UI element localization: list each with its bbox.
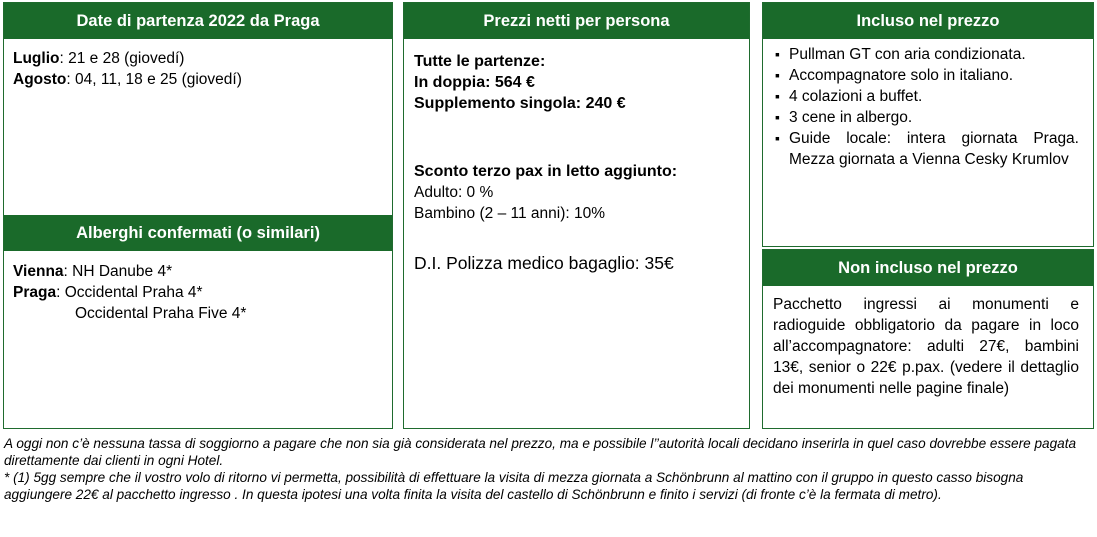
departure-dates: : 21 e 28 (giovedí): [59, 50, 185, 67]
footnotes: [4, 435, 1094, 503]
included-title: Incluso nel prezzo: [856, 11, 1000, 30]
included-list: [775, 44, 1079, 170]
departure-line-august: [13, 69, 384, 90]
list-item: ▪ Guide locale: intera giornata Praga. Mezza giornata a Vienna Cesky Krumlov: [775, 128, 1079, 170]
hotel-city: Praga: [13, 284, 57, 301]
departures-header: [4, 3, 392, 39]
not-included-header: [763, 250, 1093, 286]
hotel-name: Occidental Praha Five 4*: [75, 305, 247, 322]
prices-content: [414, 51, 741, 274]
not-included-text: Pacchetto ingressi ai monumenti e radioguide obbligatorio da pagare in loco all’accompagnatore: adulti 27€, bambini 13€, senior o 22€ p.pax. (vedere il dettaglio dei monumenti nelle pagine finale): [773, 296, 1079, 397]
departure-line-july: [13, 48, 384, 69]
discount-title: Sconto terzo pax in letto aggiunto:: [414, 163, 678, 180]
not-included-panel: [762, 249, 1094, 429]
departures-title: Date di partenza 2022 da Praga: [76, 11, 320, 30]
adult-discount: Adulto: 0 %: [414, 184, 494, 201]
list-item: ▪ Pullman GT con aria condizionata.: [775, 44, 1079, 65]
prices-header: [404, 3, 749, 39]
prices-title: Prezzi netti per persona: [483, 11, 670, 30]
list-item: ▪ 3 cene in albergo.: [775, 107, 1079, 128]
hotels-content: [13, 261, 384, 324]
included-panel: [762, 2, 1094, 247]
prices-panel: [403, 2, 750, 429]
included-header: [763, 3, 1093, 39]
hotel-line-prague: [13, 282, 384, 303]
departure-month: Luglio: [13, 50, 60, 67]
hotel-city: Vienna: [13, 263, 64, 280]
note-schonbrunn: * (1) 5gg sempre che il vostro volo di ritorno vi permetta, possibilità di effettuare la visita di mezza giornata a Schönbrunn al mattino con il gruppo in questo casso bisogna aggiungere 22€ al pacchetto ingresso . In questa ipotesi una volta finita la visita del castello di Schönbrunn e finito i servizi (di fronte c’è la fermata di metro).: [4, 470, 1024, 502]
insurance-price: D.I. Polizza medico bagaglio: 35€: [414, 253, 674, 273]
note-tourist-tax: A oggi non c’è nessuna tassa di soggiorno a pagare che non sia già considerata nel prezzo, ma e possibile l’’autorità locali decidano inserirla in quel caso dovrebbe essere pagata direttamente dai clienti in ogni Hotel.: [4, 436, 1077, 468]
departures-content: [13, 48, 384, 90]
hotels-header: [4, 215, 392, 251]
included-content: [775, 44, 1079, 170]
not-included-content: [773, 294, 1079, 399]
list-item: ▪ Accompagnatore solo in italiano.: [775, 65, 1079, 86]
hotels-title: Alberghi confermati (o similari): [76, 223, 320, 242]
list-item: ▪ 4 colazioni a buffet.: [775, 86, 1079, 107]
departure-dates: : 04, 11, 18 e 25 (giovedí): [66, 71, 242, 88]
single-supplement: Supplemento singola: 240 €: [414, 95, 626, 112]
hotel-line-vienna: [13, 261, 384, 282]
not-included-title: Non incluso nel prezzo: [838, 258, 1018, 277]
double-price: In doppia: 564 €: [414, 74, 535, 91]
child-discount: Bambino (2 – 11 anni): 10%: [414, 205, 605, 222]
hotel-name: : NH Danube 4*: [63, 263, 173, 280]
all-departures-label: Tutte le partenze:: [414, 53, 546, 70]
departures-hotels-panel: [3, 2, 393, 429]
hotel-name: : Occidental Praha 4*: [56, 284, 203, 301]
hotel-line-prague-alt: [13, 303, 384, 324]
departure-month: Agosto: [13, 71, 67, 88]
